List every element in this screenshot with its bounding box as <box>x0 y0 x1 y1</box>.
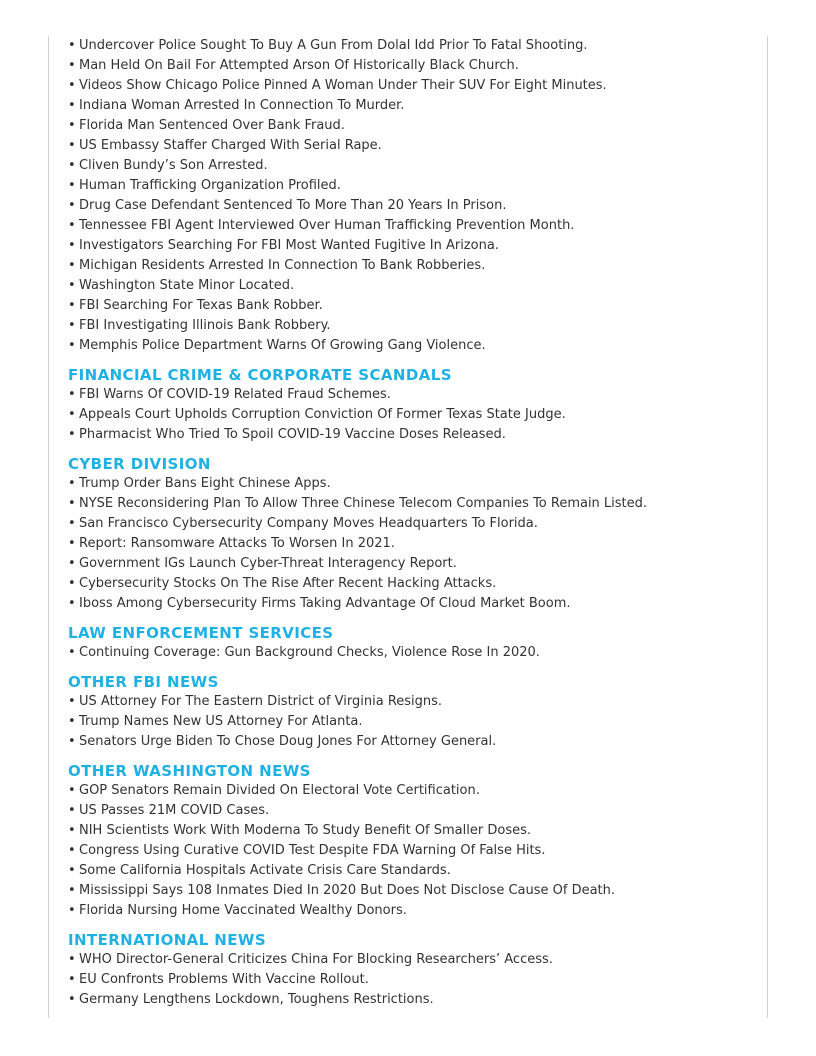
headline-list <box>68 385 767 445</box>
bullet-icon: • <box>68 98 76 113</box>
headline-item[interactable] <box>68 76 767 96</box>
bullet-icon: • <box>68 843 76 858</box>
section-heading: LAW ENFORCEMENT SERVICES <box>68 624 334 642</box>
bullet-icon: • <box>68 496 76 511</box>
headline-item[interactable] <box>68 881 767 901</box>
headline-item[interactable] <box>68 990 767 1010</box>
bullet-icon: • <box>68 972 76 987</box>
headline-text: Pharmacist Who Tried To Spoil COVID-19 Vaccine Doses Released. <box>79 427 506 442</box>
headline-item[interactable] <box>68 56 767 76</box>
bullet-icon: • <box>68 883 76 898</box>
headline-text: Some California Hospitals Activate Crisis Care Standards. <box>79 863 451 878</box>
headline-text: Germany Lengthens Lockdown, Toughens Restrictions. <box>79 992 434 1007</box>
headline-text: Senators Urge Biden To Chose Doug Jones For Attorney General. <box>79 734 497 749</box>
headline-item[interactable] <box>68 901 767 921</box>
headline-text: Cliven Bundy’s Son Arrested. <box>79 158 268 173</box>
headline-text: Human Trafficking Organization Profiled. <box>79 178 341 193</box>
bullet-icon: • <box>68 823 76 838</box>
bullet-icon: • <box>68 694 76 709</box>
bullet-icon: • <box>68 318 76 333</box>
headline-item[interactable] <box>68 950 767 970</box>
bullet-icon: • <box>68 576 76 591</box>
headline-item[interactable] <box>68 692 767 712</box>
bullet-icon: • <box>68 138 76 153</box>
headline-text: Government IGs Launch Cyber-Threat Interagency Report. <box>79 556 457 571</box>
bullet-icon: • <box>68 783 76 798</box>
news-section <box>68 36 767 356</box>
headline-text: Michigan Residents Arrested In Connection To Bank Robberies. <box>79 258 486 273</box>
headline-item[interactable] <box>68 296 767 316</box>
bullet-icon: • <box>68 903 76 918</box>
headline-item[interactable] <box>68 256 767 276</box>
bullet-icon: • <box>68 58 76 73</box>
headline-item[interactable] <box>68 336 767 356</box>
bullet-icon: • <box>68 387 76 402</box>
news-section <box>68 761 767 921</box>
bullet-icon: • <box>68 118 76 133</box>
headline-item[interactable] <box>68 236 767 256</box>
bullet-icon: • <box>68 258 76 273</box>
headline-item[interactable] <box>68 534 767 554</box>
headline-text: Trump Names New US Attorney For Atlanta. <box>79 714 363 729</box>
headline-item[interactable] <box>68 405 767 425</box>
headline-text: GOP Senators Remain Divided On Electoral Vote Certification. <box>79 783 480 798</box>
headline-item[interactable] <box>68 494 767 514</box>
headline-item[interactable] <box>68 136 767 156</box>
news-section <box>68 672 767 752</box>
bullet-icon: • <box>68 516 76 531</box>
bullet-icon: • <box>68 407 76 422</box>
bullet-icon: • <box>68 863 76 878</box>
section-heading: OTHER WASHINGTON NEWS <box>68 762 311 780</box>
section-heading: INTERNATIONAL NEWS <box>68 931 267 949</box>
headline-text: Florida Nursing Home Vaccinated Wealthy Donors. <box>79 903 407 918</box>
headline-text: Tennessee FBI Agent Interviewed Over Human Trafficking Prevention Month. <box>79 218 575 233</box>
bullet-icon: • <box>68 178 76 193</box>
headline-text: FBI Warns Of COVID-19 Related Fraud Schemes. <box>79 387 391 402</box>
headline-text: US Passes 21M COVID Cases. <box>79 803 270 818</box>
bullet-icon: • <box>68 298 76 313</box>
headline-text: Florida Man Sentenced Over Bank Fraud. <box>79 118 345 133</box>
headline-list <box>68 36 767 356</box>
headline-item[interactable] <box>68 643 767 663</box>
bullet-icon: • <box>68 734 76 749</box>
bullet-icon: • <box>68 78 76 93</box>
news-section <box>68 454 767 614</box>
section-heading: OTHER FBI NEWS <box>68 673 219 691</box>
headline-text: Drug Case Defendant Sentenced To More Than 20 Years In Prison. <box>79 198 507 213</box>
headline-list <box>68 643 767 663</box>
bullet-icon: • <box>68 158 76 173</box>
bullet-icon: • <box>68 278 76 293</box>
headline-item[interactable] <box>68 216 767 236</box>
headline-item[interactable] <box>68 36 767 56</box>
headline-text: NYSE Reconsidering Plan To Allow Three Chinese Telecom Companies To Remain Listed. <box>79 496 648 511</box>
headline-text: Congress Using Curative COVID Test Despite FDA Warning Of False Hits. <box>79 843 546 858</box>
headline-item[interactable] <box>68 781 767 801</box>
headline-text: WHO Director-General Criticizes China For Blocking Researchers’ Access. <box>79 952 553 967</box>
headline-item[interactable] <box>68 96 767 116</box>
headline-item[interactable] <box>68 176 767 196</box>
headline-text: US Embassy Staffer Charged With Serial Rape. <box>79 138 382 153</box>
headline-text: Videos Show Chicago Police Pinned A Woman Under Their SUV For Eight Minutes. <box>79 78 607 93</box>
headline-text: Undercover Police Sought To Buy A Gun From Dolal Idd Prior To Fatal Shooting. <box>79 38 588 53</box>
bullet-icon: • <box>68 218 76 233</box>
headline-list <box>68 781 767 921</box>
bullet-icon: • <box>68 952 76 967</box>
headline-list <box>68 474 767 614</box>
headline-item[interactable] <box>68 861 767 881</box>
bullet-icon: • <box>68 338 76 353</box>
headline-item[interactable] <box>68 712 767 732</box>
headline-item[interactable] <box>68 474 767 494</box>
news-section <box>68 623 767 663</box>
bullet-icon: • <box>68 476 76 491</box>
headline-text: Man Held On Bail For Attempted Arson Of Historically Black Church. <box>79 58 519 73</box>
bullet-icon: • <box>68 38 76 53</box>
section-heading: CYBER DIVISION <box>68 455 211 473</box>
news-section <box>68 365 767 445</box>
headline-text: Appeals Court Upholds Corruption Conviction Of Former Texas State Judge. <box>79 407 566 422</box>
headline-text: Washington State Minor Located. <box>79 278 295 293</box>
headline-item[interactable] <box>68 116 767 136</box>
headline-item[interactable] <box>68 156 767 176</box>
bullet-icon: • <box>68 556 76 571</box>
bullet-icon: • <box>68 714 76 729</box>
headline-text: Mississippi Says 108 Inmates Died In 2020 But Does Not Disclose Cause Of Death. <box>79 883 616 898</box>
headline-item[interactable] <box>68 196 767 216</box>
headline-item[interactable] <box>68 594 767 614</box>
bullet-icon: • <box>68 427 76 442</box>
bullet-icon: • <box>68 238 76 253</box>
headline-item[interactable] <box>68 385 767 405</box>
headline-list <box>68 950 767 1010</box>
headline-item[interactable] <box>68 425 767 445</box>
headline-text: Memphis Police Department Warns Of Growing Gang Violence. <box>79 338 486 353</box>
bullet-icon: • <box>68 596 76 611</box>
headline-item[interactable] <box>68 732 767 752</box>
headline-text: Cybersecurity Stocks On The Rise After Recent Hacking Attacks. <box>79 576 497 591</box>
headline-text: FBI Searching For Texas Bank Robber. <box>79 298 323 313</box>
bullet-icon: • <box>68 803 76 818</box>
headline-text: Continuing Coverage: Gun Background Checks, Violence Rose In 2020. <box>79 645 540 660</box>
headline-text: San Francisco Cybersecurity Company Moves Headquarters To Florida. <box>79 516 538 531</box>
section-heading: FINANCIAL CRIME & CORPORATE SCANDALS <box>68 366 452 384</box>
headline-item[interactable] <box>68 821 767 841</box>
bullet-icon: • <box>68 198 76 213</box>
headline-text: Iboss Among Cybersecurity Firms Taking Advantage Of Cloud Market Boom. <box>79 596 571 611</box>
bullet-icon: • <box>68 645 76 660</box>
headline-text: US Attorney For The Eastern District of Virginia Resigns. <box>79 694 443 709</box>
headline-list <box>68 692 767 752</box>
headline-text: Indiana Woman Arrested In Connection To Murder. <box>79 98 405 113</box>
headline-item[interactable] <box>68 574 767 594</box>
bullet-icon: • <box>68 536 76 551</box>
newsletter-content <box>48 36 768 1018</box>
headline-text: Investigators Searching For FBI Most Wanted Fugitive In Arizona. <box>79 238 499 253</box>
headline-item[interactable] <box>68 514 767 534</box>
headline-item[interactable] <box>68 316 767 336</box>
headline-text: Trump Order Bans Eight Chinese Apps. <box>79 476 331 491</box>
headline-item[interactable] <box>68 801 767 821</box>
headline-text: FBI Investigating Illinois Bank Robbery. <box>79 318 331 333</box>
headline-text: NIH Scientists Work With Moderna To Study Benefit Of Smaller Doses. <box>79 823 531 838</box>
headline-text: Report: Ransomware Attacks To Worsen In 2021. <box>79 536 395 551</box>
bullet-icon: • <box>68 992 76 1007</box>
headline-item[interactable] <box>68 554 767 574</box>
headline-item[interactable] <box>68 841 767 861</box>
headline-item[interactable] <box>68 970 767 990</box>
headline-item[interactable] <box>68 276 767 296</box>
news-section <box>68 930 767 1010</box>
headline-text: EU Confronts Problems With Vaccine Rollout. <box>79 972 369 987</box>
